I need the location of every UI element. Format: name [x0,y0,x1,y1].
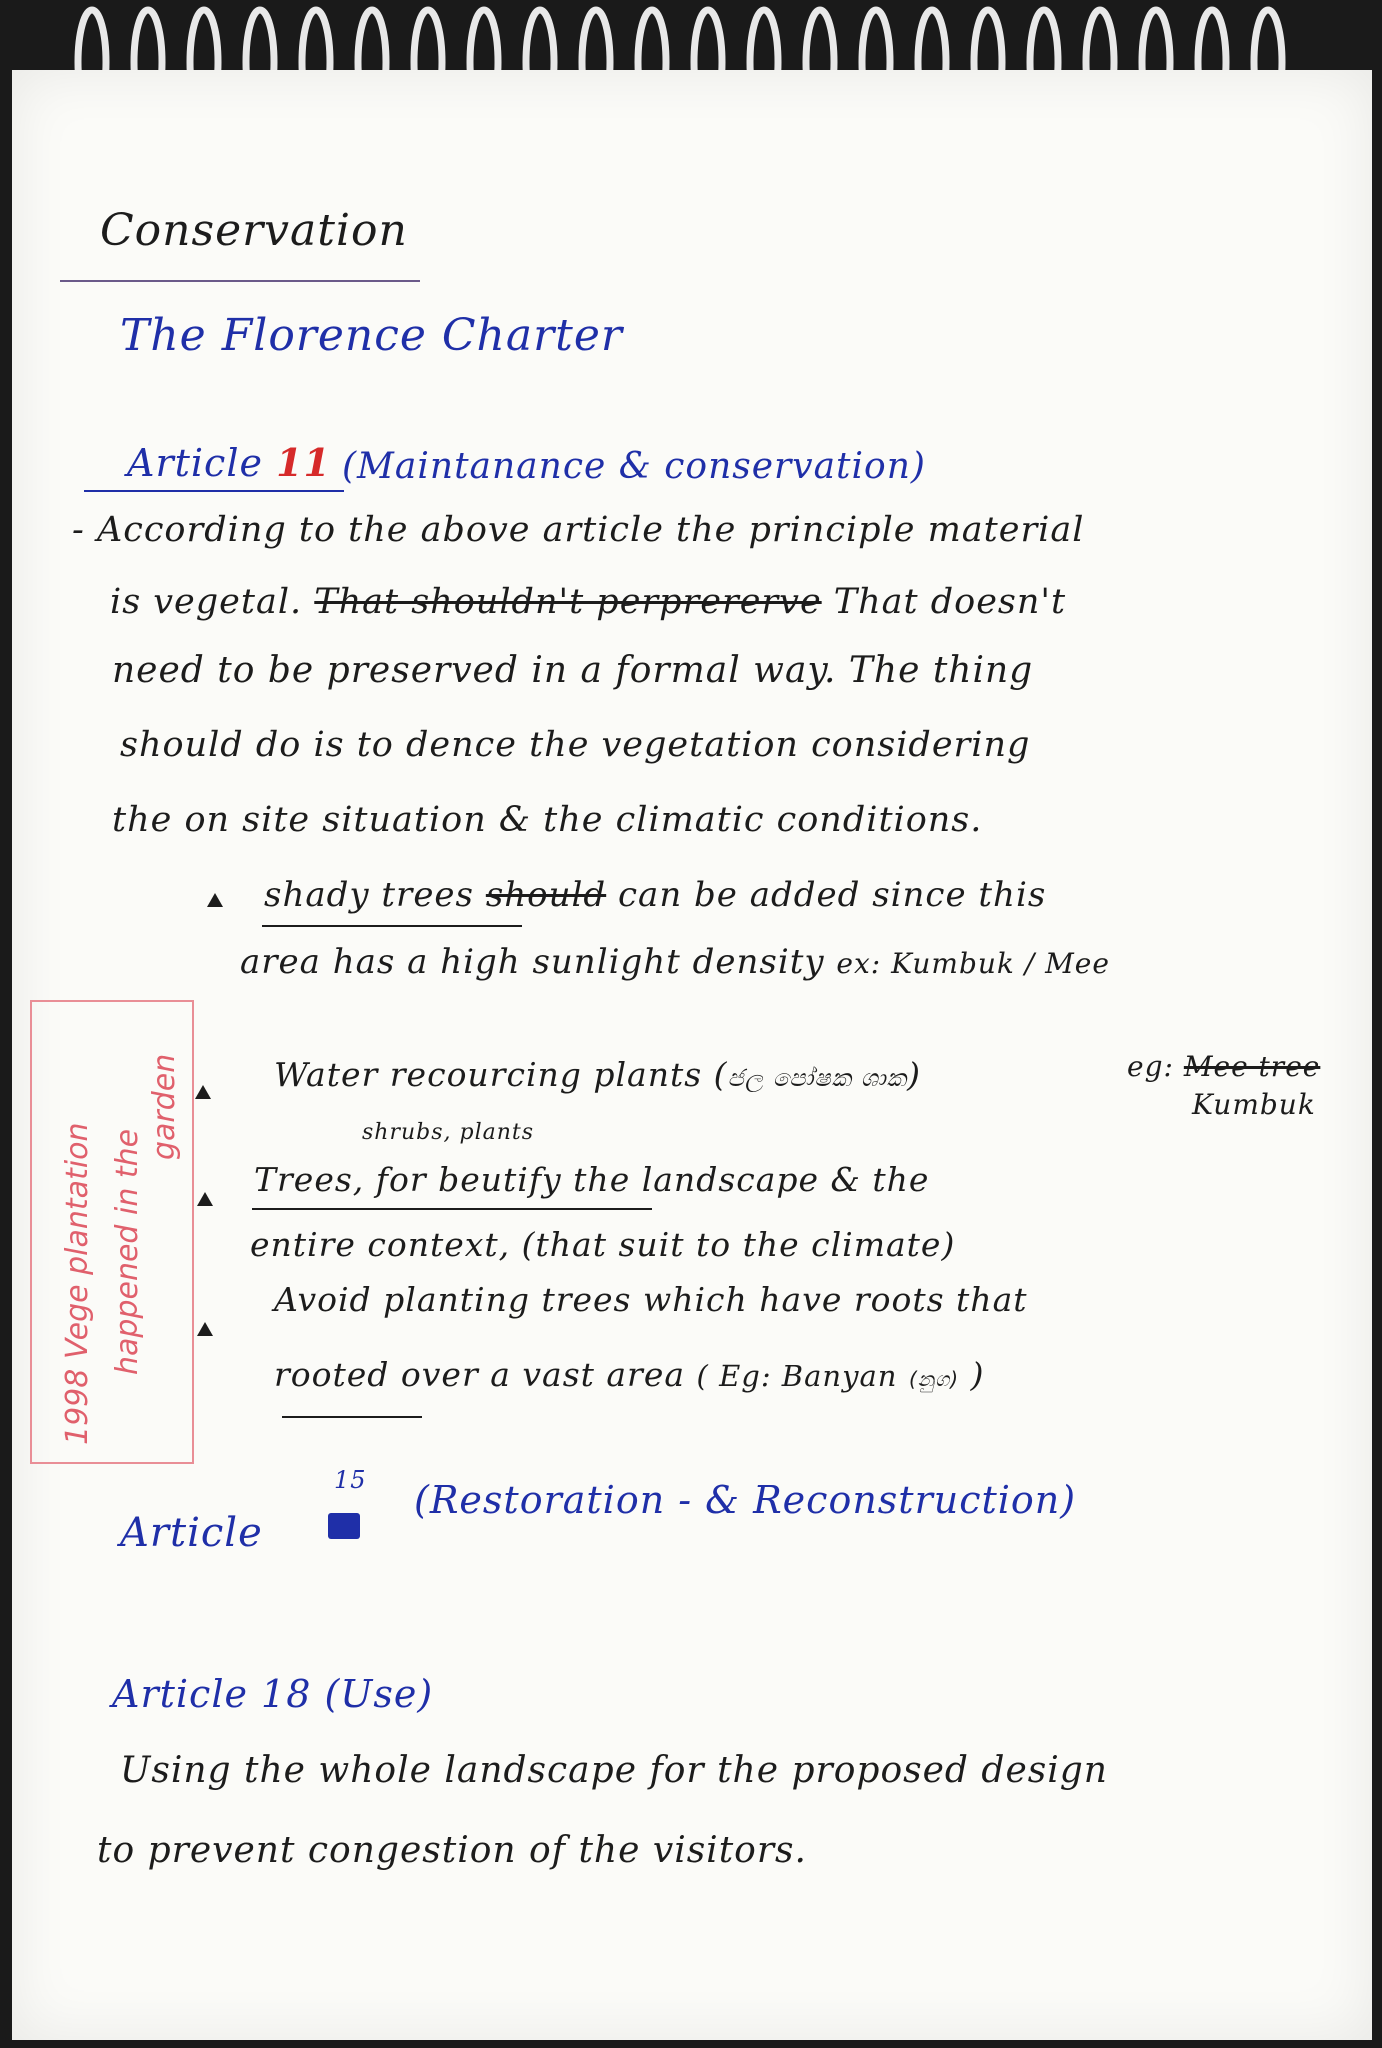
article-15-heading: (Restoration - & Reconstruction) [414,1478,1077,1522]
article-11-line-2: is vegetal. That shouldn't perprererve That doesn't [110,582,1067,622]
article-11-line-5: the on site situation & the climatic conditions. [112,800,983,840]
article-15-label: Article [120,1510,263,1556]
article-15-number: 15 [334,1466,367,1494]
article-11-line-3: need to be preserved in a formal way. The thing [112,650,1034,691]
bullet-4-line-1: Avoid planting trees which have roots that [274,1280,1028,1319]
article-18-line-1: Using the whole landscape for the proposed design [120,1750,1108,1791]
bullet-marker [197,1322,213,1336]
article-11-number: 11 [276,440,331,485]
bullet-marker [197,1192,213,1206]
bullet-1-underline [262,925,522,927]
article-11-heading: (Maintanance & conservation) [342,446,926,487]
article-11-line-4: should do is to dence the vegetation considering [120,725,1031,765]
bullet-4-underline [282,1416,422,1418]
title-underline [60,280,420,282]
article-11-line-1: - According to the above article the principle material [72,510,1085,550]
bullet-1-line-1: shady trees should can be added since this [264,875,1047,915]
article-18-line-2: to prevent congestion of the visitors. [97,1830,807,1871]
article-15-scribble [328,1513,360,1539]
page-title: Conservation [100,205,408,256]
article-11-underline [84,490,344,492]
bullet-3-line-2: entire context, (that suit to the climate) [250,1225,956,1264]
bullet-2-line-1: Water recourcing plants (ජල පෝෂක ශාක) [274,1055,922,1094]
margin-note-line-3: garden [147,1053,182,1160]
bullet-marker [207,893,223,907]
bullet-3-insert: shrubs, plants [362,1120,535,1145]
notebook-page [12,70,1372,2040]
bullet-2-example-kumbuk: Kumbuk [1192,1088,1316,1121]
margin-note-line-1: 1998 Vege plantation [60,1122,95,1445]
bullet-marker [195,1085,211,1099]
bullet-2-example: eg: Mee tree [1127,1050,1321,1083]
article-18-label: Article 18 (Use) [112,1672,434,1716]
page-subtitle: The Florence Charter [120,310,623,361]
bullet-3-line-1: Trees, for beutify the landscape & the [254,1160,930,1199]
article-11-label: Article 11 [127,440,331,485]
struck-text: That shouldn't perprererve [314,582,822,622]
bullet-4-line-2: rooted over a vast area ( Eg: Banyan (නුග) ) [274,1355,985,1394]
bullet-3-underline [252,1208,652,1210]
bullet-1-line-2: area has a high sunlight density ex: Kumbuk / Mee [240,942,1110,982]
margin-note-line-2: happened in the [110,1128,145,1375]
